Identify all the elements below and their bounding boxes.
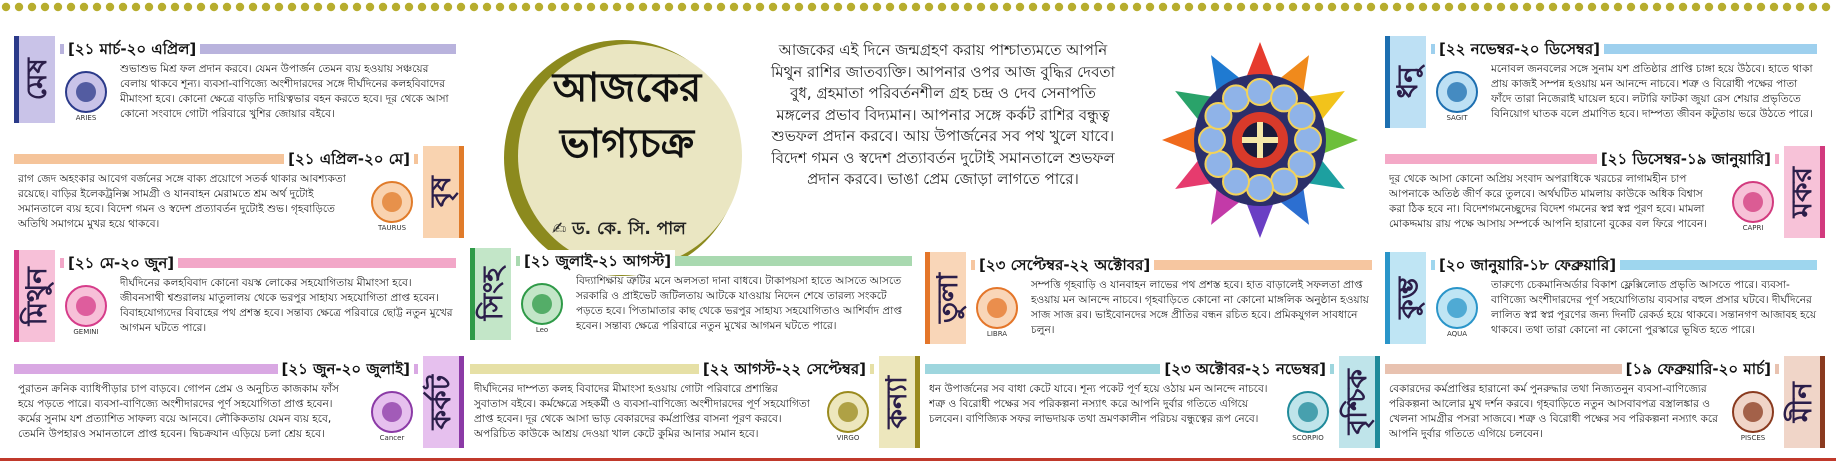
horoscope-text: ধন উপার্জনের সব বাধা কেটে যাবে। শূন্য পকেট পূর্ণ হয়ে ওঠায় মন আনন্দে নাচবে। শত্রু ও বিরোধী পক্ষের সব পরিকল্পনা নস্যাৎ করে আপনি দুর্বার গতিতে এগিয়ে চলবেন। বাণিজ্যিক সফর লাভদায়ক তথা ভ্রমণকালীন পরিচয় বন্ধুত্বের রূপ নেবে। <box>929 383 1268 425</box>
svg-text:Cancer: Cancer <box>379 434 405 442</box>
title-emblem <box>482 38 752 278</box>
horoscope-block <box>1385 146 1825 246</box>
svg-text:VIRGO: VIRGO <box>836 434 860 442</box>
horoscope-text: বিদ্যাশিক্ষায় ত্রুটির মনে অলসতা দানা বাধবে। টাকাপয়সা হাতে আসতে আসতে সরকারি ও প্রাইভেট জটিলতায় আটকে যাওয়ায় নিদেন শেষে তারল্য সংকটে পড়তে হবে। পিতামাতার কাছ থেকে ভরপুর সাহায্য সহযোগিতাও আশির্বাদ প্রাপ্ত হবেন। সন্তাব্য ক্ষেত্রে পরিবারে নতুন মুখের আগমন ঘটতে পারে। <box>576 275 902 332</box>
horoscope-text: রাগ জেদ অহংকার আবেগ বর্জনের সঙ্গে বাক্য প্রয়োগে সতর্ক থাকার আবশ্যকতা রয়েছে। বাড়ির ইলেকট্রনিক্স সামগ্রী ও যানবাহন মেরামতে শ্রম অর্থ দুটোই সমানতালে ব্যয় হবে। বিদেশ গমন ও স্বদেশ প্রত্যাবর্তন দুটোই শুভ। গৃহবাড়িতে অতিথি সমাগমে মুখর হয়ে থাকবে। <box>18 173 346 230</box>
zodiac-symbol-icon <box>969 284 1025 340</box>
zodiac-symbol-icon <box>1725 388 1781 444</box>
date-range: [১৯ ফেব্রুয়ারি-২০ মার্চ] <box>1622 358 1775 383</box>
date-range: [২১ জুলাই-২১ আগস্ট] <box>520 250 675 275</box>
zodiac-wheel-icon <box>1160 40 1360 240</box>
date-range: [২২ নভেম্বর-২০ ডিসেম্বর] <box>1435 38 1604 63</box>
svg-text:CAPRI: CAPRI <box>1742 224 1764 232</box>
zodiac-symbol-icon <box>1429 284 1485 340</box>
sign-name <box>14 250 55 342</box>
dotted-border <box>0 0 1836 14</box>
horoscope-text: দূর থেকে আসা কোনো অপ্রিয় সংবাদ অপরাধিকে খরচের লাগামহীন চাপ আপনাকে অতিষ্ঠ জীর্ণ করে তুলবে। অর্থঘটিত মামলায় কাউকে অধিক বিশ্বাস করা ঠিক হবে না। বিদেশগমনেচ্ছুদের বিদেশ গমনের স্বপ্ন স্বপ্ন পূরণ হবে। মামলা মোকদ্দমায় রায় পক্ষে আসায় সম্পর্কে আপনি হারানো বুকের বল ফিরে পাবেন। <box>1389 173 1707 230</box>
zodiac-symbol-icon <box>1725 178 1781 234</box>
date-range: [২০ জানুয়ারি-১৮ ফেব্রুয়ারি] <box>1435 254 1620 279</box>
zodiac-symbol-icon <box>364 178 420 234</box>
horoscope-block <box>14 250 464 350</box>
date-range: [২২ আগস্ট-২২ সেপ্টেম্বর] <box>699 358 870 383</box>
horoscope-text: মনোবল জনবলের সঙ্গে সুনাম যশ প্রতিষ্ঠার প্রাপ্তি চাঙ্গা হয়ে উঠবে। হাতে থাকা প্রায় কাজই সম্পন্ন হওয়ায় মন আনন্দে নাচবে। শত্রু ও বিরোধী পক্ষের পাতা ফাঁদে তারা নিজেরাই ঘায়েল হবে। লটারি ফাটকা জুয়া রেস শেয়ার প্রভৃতিতে বিনিয়োগ ঘাতক বলে প্রমাণিত হবে। দাম্পত্য জীবন কটুতায় ভরে উঠতে পারে। <box>1491 63 1813 120</box>
date-range: [২৩ সেপ্টেম্বর-২২ অক্টোবর] <box>975 254 1154 279</box>
horoscope-text: সম্পত্তি গৃহবাড়ি ও যানবাহন লাভের পথ প্রশস্ত হবে। হাত বাড়ালেই সফলতা প্রাপ্ত হওয়ায় মন আনন্দে নাচবে। গৃহবাড়িতে কোনো না কোনো মাঙ্গলিক অনুষ্ঠান হওয়ায় সাজ সাজ রব। ভাইবোনদের সঙ্গে প্রীতির বন্ধন রচিত হবে। প্রমিকযুগল সাবধানে চলুন। <box>1031 279 1369 336</box>
horoscope-text: দীর্ঘদিনের দাম্পত্য কলহ বিবাদের মীমাংসা হওয়ায় গোটা পরিবারে প্রশান্তির সুবাতাস বইবে। কর্মক্ষেত্রে সহকর্মী ও ব্যবসা-বাণিজ্যে অংশীদারদের পূর্ণ সহযোগিতা প্রাপ্ত হবেন। দূর থেকে আসা ভাড় বেকারদের কর্মপ্রাপ্তির বাসনা পূরণ করবে। অপরিচিত কাউকে আশ্রয় দেওয়া খাল কেটে কুমির আনার সমান হবে। <box>474 383 810 440</box>
sign-label: সিংহ <box>475 267 509 321</box>
sign-name <box>1339 356 1380 448</box>
zodiac-symbol-icon <box>820 388 876 444</box>
date-range: [২১ মে-২০ জুন] <box>64 252 178 277</box>
horoscope-block <box>1385 252 1825 352</box>
svg-text:GEMINI: GEMINI <box>73 328 99 336</box>
svg-text:ARIES: ARIES <box>75 114 97 122</box>
author-line <box>552 216 686 244</box>
author-name: ড. কে. সি. পাল <box>572 219 686 239</box>
horoscope-block <box>925 356 1380 456</box>
date-range: [২১ মার্চ-২০ এপ্রিল] <box>64 38 200 63</box>
sign-name <box>423 146 464 238</box>
sign-name <box>14 36 55 123</box>
sign-label: বৃষ <box>423 176 457 208</box>
pen-icon: ✍ <box>552 219 573 239</box>
zodiac-symbol-icon <box>1280 388 1336 444</box>
date-range: [২১ জুন-২০ জুলাই] <box>278 358 415 383</box>
sign-name <box>1385 36 1426 128</box>
svg-text:AQUA: AQUA <box>1446 330 1468 338</box>
svg-text:PISCES: PISCES <box>1740 434 1766 442</box>
sign-label: কর্কট <box>423 374 457 430</box>
horoscope-text: বেকারদের কর্মপ্রাপ্তির হারানো কর্ম পুনরুদ্ধার তথা নিজ্যতনুন ব্যবসা-বাণিজ্যের পরিকল্পনা আলোর মুখ দর্শন করবে। গৃহবাড়িতে নতুন আসবাবপত্র বস্ত্রালঙ্কার ও খেলনা সামগ্রীর পসরা সাজবে। শত্রু ও বিরোধী পক্ষের সব পরিকল্পনা নস্যাৎ করে আপনি দুর্বার গতিতে এগিয়ে চলবেন। <box>1389 383 1718 440</box>
horoscope-text: পুরাতন ক্রনিক ব্যাধিপীড়ার চাপ বাড়বে। গোপন প্রেম ও অনুচিত কাজকাম ফাঁস হয়ে পড়তে পারে। ব্যবসা-বাণিজ্যে অংশীদারদের পূর্ণ সহযোগিতা প্রাপ্ত হবেন। কর্মের সুনাম যশ প্রত্যাশিত সাফল্য বয়ে আনবে। লৌকিকতায় যেমন ব্যয় হবে, তেমনি উপহারও সমানতালে প্রাপ্ত হবেন। দ্বিচক্রযান এড়িয়ে চলা শ্রেয় হবে। <box>18 383 339 440</box>
sign-label: ধনু <box>1390 65 1424 99</box>
sign-name <box>1784 146 1825 238</box>
zodiac-symbol-icon <box>58 68 114 124</box>
sign-label: তুলা <box>930 273 964 323</box>
bottom-rule <box>0 458 1836 461</box>
sign-label: বৃশ্চিক <box>1339 369 1373 435</box>
sign-name <box>1385 252 1426 344</box>
horoscope-block <box>14 36 464 131</box>
sign-label: মকর <box>1784 166 1818 218</box>
sign-name <box>470 248 511 340</box>
page-title-line2: ভাগ্যচক্র <box>559 121 695 167</box>
sign-name <box>925 252 966 344</box>
horoscope-text: শুভাশুভ মিশ্র ফল প্রদান করবে। যেমন উপার্জন তেমন ব্যয় হওয়ায় সঞ্চয়ের বেলায় থাকবে শূন্য। ব্যবসা-বাণিজ্যে অংশীদারদের সঙ্গে দীর্ঘদিনের কলহবিবাদের মীমাংসা হবে। কোনো ক্ষেত্রে বাড়তি দায়িত্বভার বহন করতে হবে। দূর থেকে আসা কোনো সংবাদে গোটা পরিবারে খুশির জোয়ার বইবে। <box>120 63 449 120</box>
zodiac-symbol-icon <box>1429 68 1485 124</box>
intro-paragraph: আজকের এই দিনে জন্মগ্রহণ করায় পাশ্চাত্যমতে আপনি মিথুন রাশির জাতব্যক্তি। আপনার ওপর আজ বুদ্ধির দেবতা বুধ, গ্রহমাতা পরিবর্তনশীল গ্রহ চন্দ্র ও দেব সেনাপতি মঙ্গলের প্রভাব বিদ্যমান। আপনার সঙ্গে কর্কট রাশির বন্ধুত্ব শুভফল প্রদান করবে। আয় উপার্জনের সব পথ খুলে যাবে। বিদেশ গমন ও স্বদেশ প্রত্যাবর্তন দুটোই সমানতালে শুভফল প্রদান করবে। ভাঙা প্রেম জোড়া লাগতে পারে। <box>770 41 1116 188</box>
svg-text:SCORPIO: SCORPIO <box>1292 434 1324 442</box>
svg-text:LIBRA: LIBRA <box>986 330 1008 338</box>
horoscope-text: দীর্ঘদিনের কলহবিবাদ কোনো বয়স্ক লোকের সহযোগিতায় মীমাংসা হবে। জীবনসাথী শ্বশুরালয় মাতুলালয় থেকে ভরপুর সাহায্য সহযোগিতা প্রাপ্ত হবেন। বিবাহযোগ্যদের বিবাহের পথ প্রশস্ত হবে। সন্তাব্য ক্ষেত্রে পরিবারে ছোট্ট নতুন মুখের আগমন ঘটতে পারে। <box>120 277 453 334</box>
sign-label: মিথুন <box>19 266 53 326</box>
zodiac-symbol-icon <box>364 388 420 444</box>
svg-text:TAURUS: TAURUS <box>377 224 407 232</box>
zodiac-symbol-icon <box>58 282 114 338</box>
date-range: [২১ এপ্রিল-২০ মে] <box>284 148 414 173</box>
sign-label: কুম্ভ <box>1390 277 1424 319</box>
page-title-line1: আজকের <box>552 65 702 111</box>
sign-label: কন্যা <box>879 375 913 429</box>
sign-name <box>1784 356 1825 448</box>
zodiac-symbol-icon <box>514 280 570 336</box>
date-range: [২১ ডিসেম্বর-১৯ জানুয়ারি] <box>1597 148 1775 173</box>
horoscope-block <box>470 356 920 456</box>
horoscope-block <box>14 146 464 246</box>
sign-label: মীন <box>1784 381 1818 423</box>
horoscope-block <box>925 252 1380 352</box>
sign-name <box>879 356 920 448</box>
horoscope-block <box>14 356 464 456</box>
sign-label: মেষ <box>19 58 53 101</box>
horoscope-block <box>1385 356 1825 456</box>
svg-text:SAGIT: SAGIT <box>1446 114 1468 122</box>
horoscope-block <box>470 248 920 348</box>
horoscope-block <box>1385 36 1825 136</box>
svg-text:Leo: Leo <box>535 326 549 334</box>
date-range: [২৩ অক্টোবর-২১ নভেম্বর] <box>1160 358 1330 383</box>
sign-name <box>423 356 464 448</box>
horoscope-text: তারুণ্যে চেকমানিঅর্ডার বিকাশ ফ্লেক্সিলোড প্রভৃতি আসতে পারে। ব্যবসা-বাণিজ্যে অংশীদারদের পূর্ণ সহযোগিতায় ব্যবসার বহুল প্রসার ঘটবে। দীর্ঘদিনের লালিত স্বপ্ন স্বপ্ন পূরণের জন্য দিনটি রেকর্ড হয়ে থাকবে। সন্তানগণ আজাবহ হয়ে থাকবে। তথা তারা কোনো না কোনো পুরস্কারে ভূষিত হতে পারে। <box>1491 279 1817 336</box>
